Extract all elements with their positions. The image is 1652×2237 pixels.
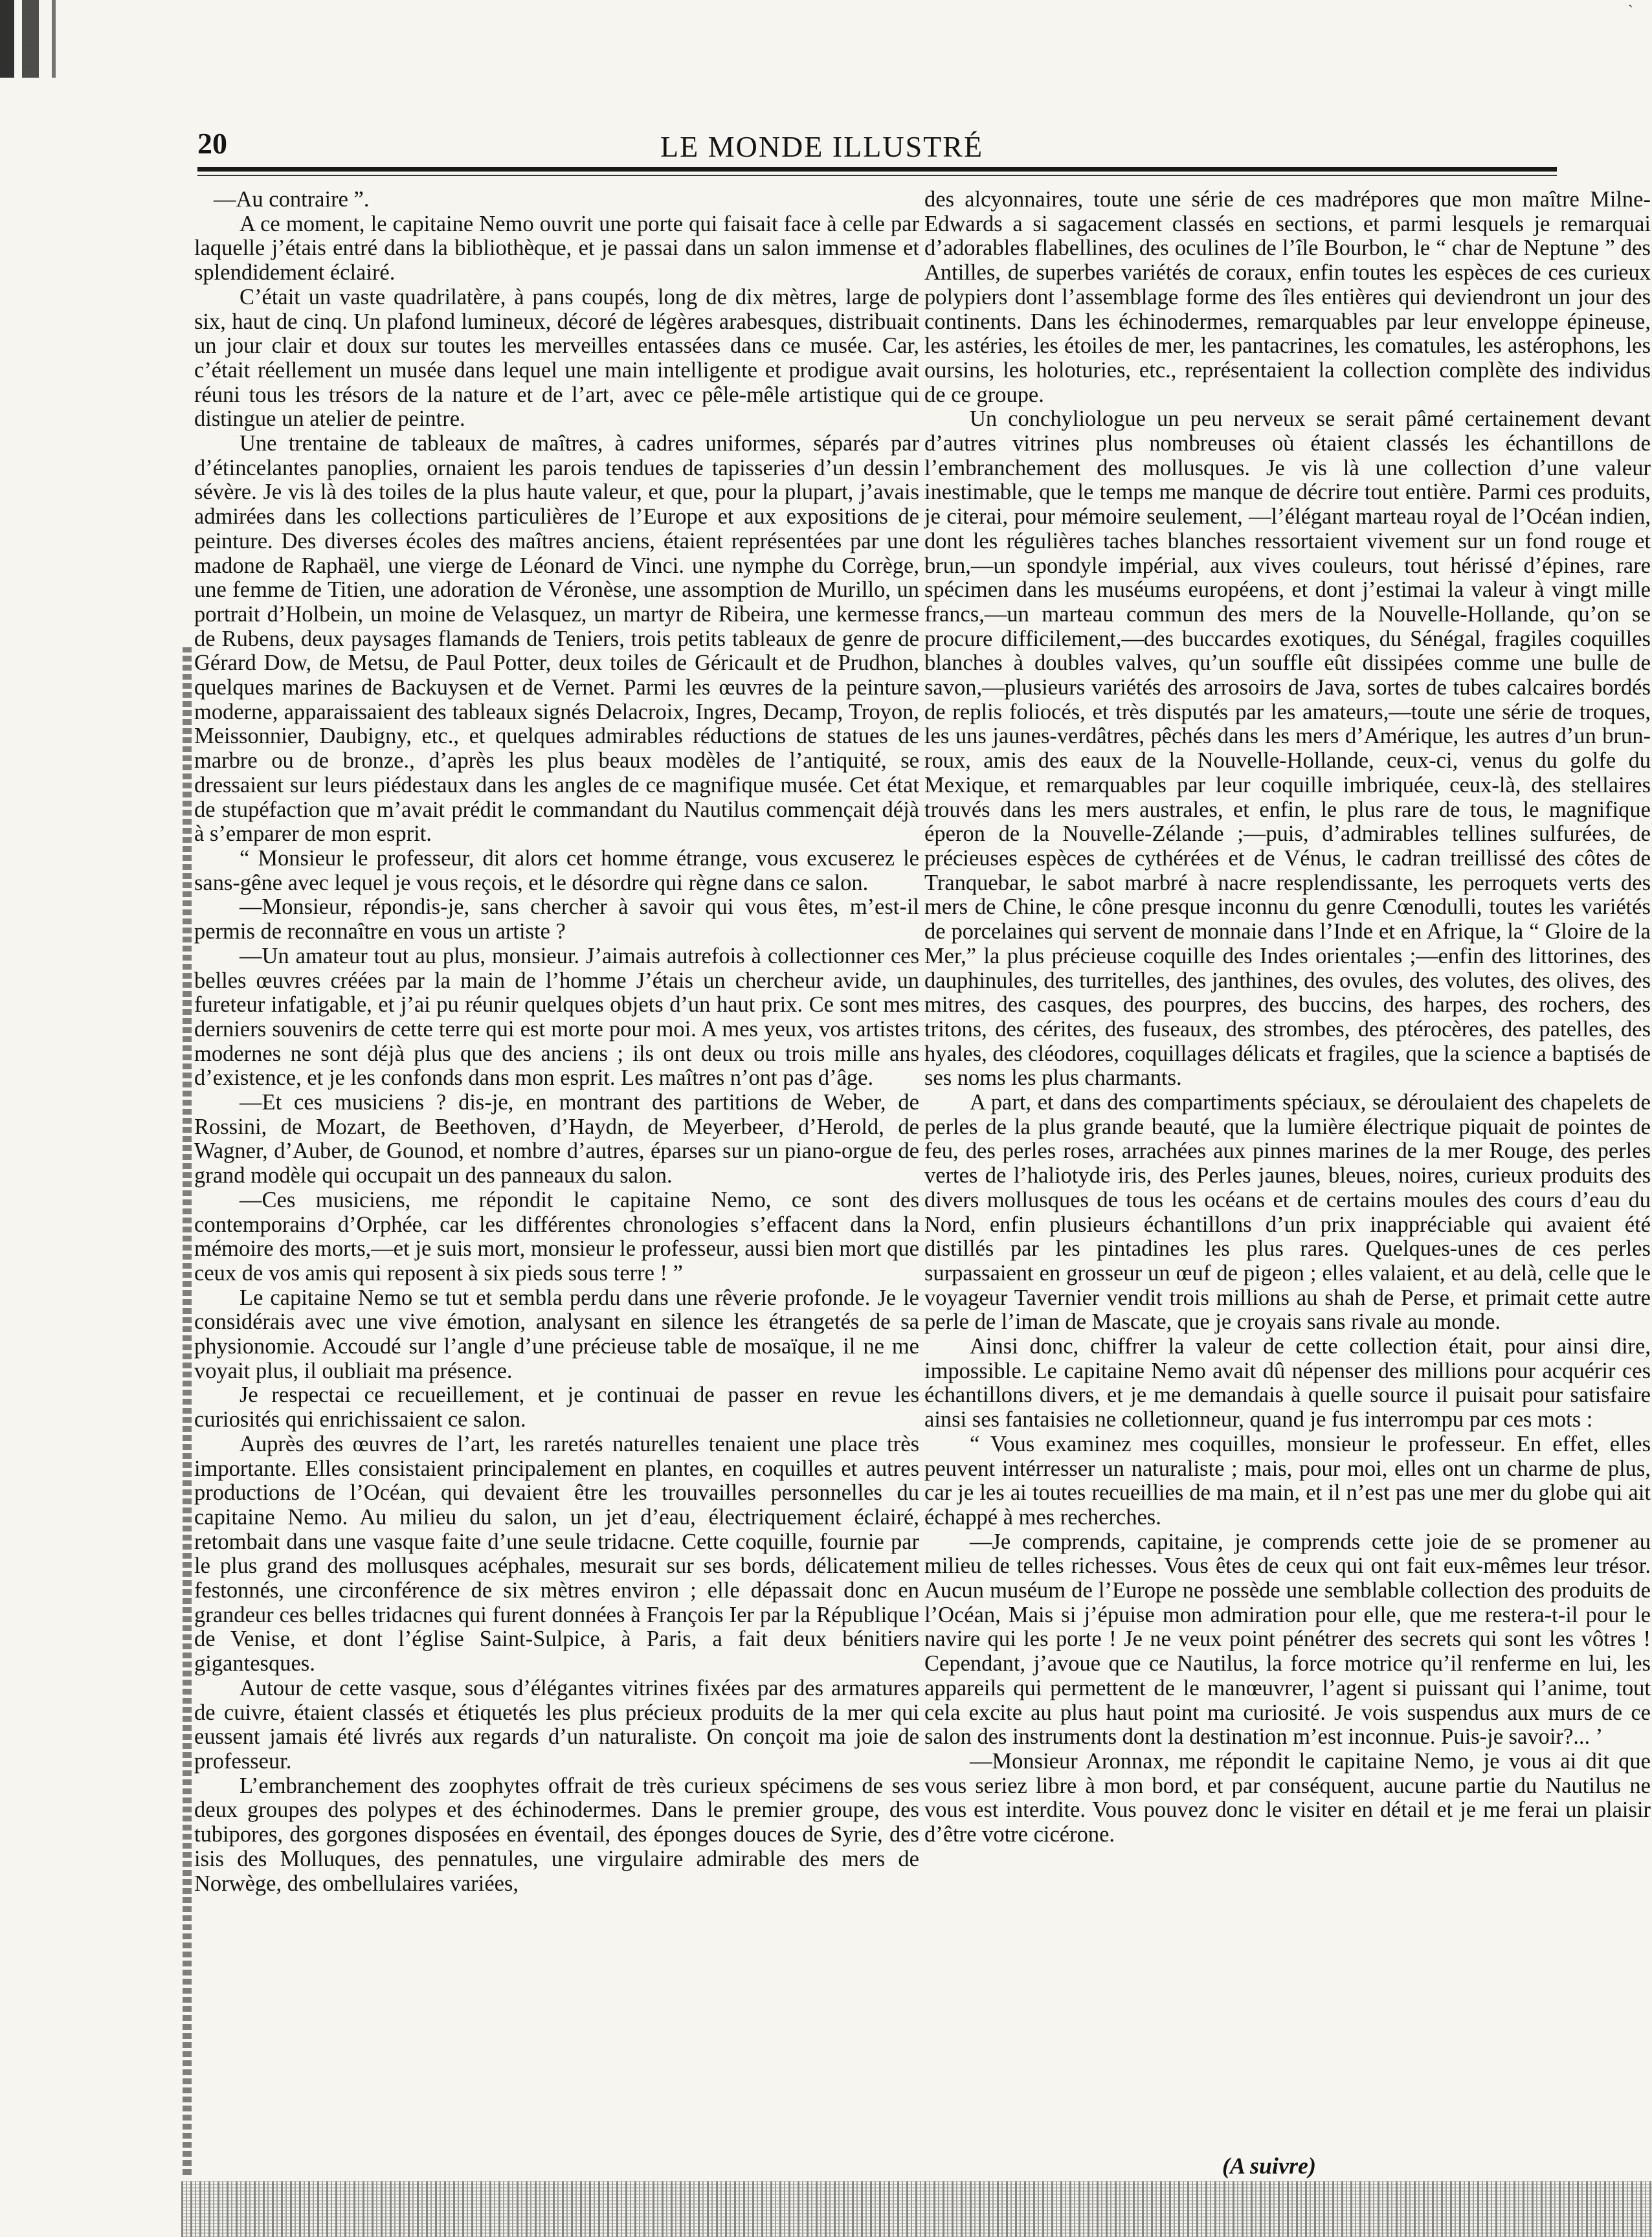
binding-shadow xyxy=(183,647,192,2175)
paragraph: —Je comprends, capitaine, je comprends cette joie de se promener au milieu de telles richesses. Vous êtes de ceux qui ont fait eux-mêmes leur trésor. Aucun muséum de l’Europe ne possède une semblable collection des produits de l’Océan, Mais si j’épuise mon admiration pour elle, que me restera-t-il pour le navire qui les porte ! Je ne veux point pénétrer des secrets qui sont les vôtres ! Cependant, j’avoue que ce Nautilus, la force motrice qu’il renferme en lui, les appareils qui permettent de le manœuvrer, l’agent si puissant qui l’anime, tout cela excite au plus haut point ma curiosité. Je vois suspendus aux murs de ce salon des instruments dont la destination m’est inconnue. Puis-je savoir?... ’ xyxy=(924,1529,1651,1750)
paragraph: Un conchyliologue un peu nerveux se serait pâmé certainement devant d’autres vitrines plus nombreuses où étaient classés les échantillons de l’embranchement des mollusques. Je vis là une collection d’une valeur inestimable, que le temps me manque de décrire tout entière. Parmi ces produits, je citerai, pour mémoire seulement, —l’élégant marteau royal de l’Océan indien, dont les régulières taches blanches ressortaient vivement sur un fond rouge et brun,—un spondyle impérial, aux vives couleurs, tout hérissé d’épines, rare spécimen dans les muséums européens, et dont j’estimai la valeur à vingt mille francs,—un marteau commun des mers de la Nouvelle-Hollande, qu’on se procure difficilement,—des buccardes exotiques, du Sénégal, fragiles coquilles blanches à doubles valves, qu’un souffle eût dissipées comme une bulle de savon,—plusieurs variétés des arrosoirs de Java, sortes de tubes calcaires bordés de replis foliocés, et très disputés par les amateurs,—toute une série de troques, les uns jaunes-verdâtres, pêchés dans les mers d’Amérique, les autres d’un brun-roux, amis des eaux de la Nouvelle-Hollande, ceux-ci, venus du golfe du Mexique, et remarquables par leur coquille imbriquée, ceux-là, des stellaires trouvés dans les mers australes, et enfin, le plus rare de tous, le magnifique éperon de la Nouvelle-Zélande ;—puis, d’admirables tellines sulfurées, de précieuses espèces de cythérées et de Vénus, le cadran treillissé des côtes de Tranquebar, le sabot marbré à nacre resplendissante, les perroquets verts des mers de Chine, le cône presque inconnu du genre Cœnodulli, toutes les variétés de porcelaines qui servent de monnaie dans l’Inde et en Afrique, la “ Gloire de la Mer,” la plus précieuse coquille des Indes orientales ;—enfin des littorines, des dauphinules, des turritelles, des janthines, des ovules, des volutes, des olives, des mitres, des casques, des pourpres, des buccins, des harpes, des rochers, des tritons, des cérites, des fuseaux, des strombes, des ptérocères, des patelles, des hyales, des cléodores, coquillages délicats et fragiles, que la science a baptisés de ses noms les plus charmants. xyxy=(924,406,1651,1091)
paragraph: Je respectai ce recueillement, et je continuai de passer en revue les curiosités qui enrichissaient ce salon. xyxy=(194,1383,919,1432)
paragraph: Auprès des œuvres de l’art, les raretés naturelles tenaient une place très importante. Elles consistaient principalement en plantes, en coquilles et autres productions de l’Océan, qui devaient être les trouvailles personnelles du capitaine Nemo. Au milieu du salon, un jet d’eau, électriquement éclairé, retombait dans une vasque faite d’une seule tridacne. Cette coquille, fournie par le plus grand des mollusques acéphales, mesurait sur ses bords, délicatement festonnés, une circonférence de six mètres environ ; elle dépassait donc en grandeur ces belles tridacnes qui furent données à François Ier par la République de Venise, et dont l’église Saint-Sulpice, à Paris, a fait deux bénitiers gigantesques. xyxy=(194,1431,919,1676)
masthead-title: LE MONDE ILLUSTRÉ xyxy=(660,130,984,163)
left-column xyxy=(194,188,919,1896)
paragraph: —Monsieur Aronnax, me répondit le capitaine Nemo, je vous ai dit que vous seriez libre à mon bord, et par conséquent, aucune partie du Nautilus ne vous est interdite. Vous pouvez donc le visiter en détail et je me ferai un plaisir d’être votre cicérone. xyxy=(924,1749,1651,1847)
paragraph: “ Vous examinez mes coquilles, monsieur le professeur. En effet, elles peuvent intérresser un naturaliste ; mais, pour moi, elles ont un charme de plus, car je les ai toutes recueillies de ma main, et il n’est pas une mer du globe qui ait échappé à mes recherches. xyxy=(924,1431,1651,1530)
header-rule-thin xyxy=(197,175,1557,176)
paragraph: C’était un vaste quadrilatère, à pans coupés, long de dix mètres, large de six, haut de cinq. Un plafond lumineux, décoré de légères arabesques, distribuait un jour clair et doux sur toutes les merveilles entassées dans ce musée. Car, c’était réellement un musée dans lequel une main intelligente et prodigue avait réuni tous les trésors de la nature et de l’art, avec ce pêle-mêle artistique qui distingue un atelier de peintre. xyxy=(194,284,919,432)
paragraph: A part, et dans des compartiments spéciaux, se déroulaient des chapelets de perles de la plus grande beauté, que la lumière électrique piquait de pointes de feu, des perles roses, arrachées aux pinnes marines de la mer Rouge, des perles vertes de l’haliotyde iris, des Perles jaunes, bleues, noires, curieux produits des divers mollusques de tous les océans et de certains moules des cours d’eau du Nord, enfin plusieurs échantillons d’un prix inappréciable qui avaient été distillés par les pintadines les plus rares. Quelques-unes de ces perles surpassaient en grosseur un œuf de pigeon ; elles valaient, et au delà, celle que le voyageur Tavernier vendit trois millions au shah de Perse, et primait cette autre perle de l’iman de Mascate, que je croyais sans rivale au monde. xyxy=(924,1090,1651,1335)
right-column xyxy=(924,188,1651,1847)
paragraph: —Et ces musiciens ? dis-je, en montrant des partitions de Weber, de Rossini, de Mozart, de Beethoven, d’Haydn, de Meyerbeer, d’Herold, de Wagner, d’Auber, de Gounod, et nombre d’autres, éparses sur un piano-orgue de grand modèle qui occupait un des panneaux du salon. xyxy=(194,1090,919,1188)
scan-edge-mark xyxy=(0,0,97,78)
scan-speck: ` xyxy=(1628,3,1633,20)
paragraph: —Monsieur, répondis-je, sans chercher à savoir qui vous êtes, m’est-il permis de reconnaître en vous un artiste ? xyxy=(194,895,919,944)
print-noise-band xyxy=(181,2181,1652,2237)
paragraph: —Au contraire ”. xyxy=(214,187,370,212)
paragraph: —Un amateur tout au plus, monsieur. J’aimais autrefois à collectionner ces belles œuvres créées par la main de l’homme J’étais un chercheur avide, un fureteur infatigable, et j’ai pu réunir quelques objets d’un haut prix. Ce sont mes derniers souvenirs de cette terre qui est morte pour moi. A mes yeux, vos artistes modernes ne sont déjà plus que des anciens ; ils ont deux ou trois mille ans d’existence, et je les confonds dans mon esprit. Les maîtres n’ont pas d’âge. xyxy=(194,943,919,1091)
header-rule xyxy=(197,167,1557,172)
paragraph: A ce moment, le capitaine Nemo ouvrit une porte qui faisait face à celle par laquelle j’étais entré dans la bibliothèque, et je passai dans un salon immense et splendidement éclairé. xyxy=(194,211,919,285)
paragraph: des alcyonnaires, toute une série de ces madrépores que mon maître Milne-Edwards a si sagacement classés en sections, et parmi lesquels je remarquai d’adorables flabellines, des oculines de l’île Bourbon, le “ char de Neptune ” des Antilles, de superbes variétés de coraux, enfin toutes les espèces de ces curieux polypiers dont l’assemblage forme des îles entières qui deviendront un jour des continents. Dans les échinodermes, remarquables par leur enveloppe épineuse, les astéries, les étoiles de mer, les pantacrines, les comatules, les astérophons, les oursins, les holoturies, etc., représentaient la collection complète des individus de ce groupe. xyxy=(924,187,1651,407)
paragraph: Ainsi donc, chiffrer la valeur de cette collection était, pour ainsi dire, impossible. Le capitaine Nemo avait dû népenser des millions pour acquérir ces échantillons divers, et je me demandais à quelle source il puisait pour satisfaire ainsi ses fantaisies ne colletionneur, quand je fus interrompu par ces mots : xyxy=(924,1334,1651,1432)
paragraph: Une trentaine de tableaux de maîtres, à cadres uniformes, séparés par d’étincelantes panoplies, ornaient les parois tendues de tapisseries d’un dessin sévère. Je vis là des toiles de la plus haute valeur, et que, pour la plupart, j’avais admirées dans les collections particulières de l’Europe et aux expositions de peinture. Des diverses écoles des maîtres anciens, étaient représentées par une madone de Raphaël, une vierge de Léonard de Vinci. une nymphe du Corrège, une femme de Titien, une adoration de Véronèse, une assomption de Murillo, un portrait d’Holbein, un moine de Velasquez, un martyr de Ribeira, une kermesse de Rubens, deux paysages flamands de Teniers, trois petits tableaux de genre de Gérard Dow, de Metsu, de Paul Potter, deux toiles de Géricault et de Prudhon, quelques marines de Backuysen et de Vernet. Parmi les œuvres de la peinture moderne, apparaissaient des tableaux signés Delacroix, Ingres, Decamp, Troyon, Meissonnier, Daubigny, etc., et quelques admirables réductions de statues de marbre ou de bronze., d’après les plus beaux modèles de l’antiquité, se dressaient sur leurs piédestaux dans les angles de ce magnifique musée. Cet état de stupéfaction que m’avait prédit le commandant du Nautilus commençait déjà à s’emparer de mon esprit. xyxy=(194,431,919,847)
paragraph: L’embranchement des zoophytes offrait de très curieux spécimens de ses deux groupes des polypes et des échinodermes. Dans le premier groupe, des tubipores, des gorgones disposées en éventail, des éponges douces de Syrie, des isis des Molluques, des pennatules, une virgulaire admirable des mers de Norwège, des ombellulaires variées, xyxy=(194,1773,919,1896)
paragraph: Autour de cette vasque, sous d’élégantes vitrines fixées par des armatures de cuivre, étaient classés et étiquetés les plus précieux produits de la mer qui eussent jamais été livrés aux regards d’un naturaliste. On conçoit ma joie de professeur. xyxy=(194,1675,919,1774)
paragraph: —Ces musiciens, me répondit le capitaine Nemo, ce sont des contemporains d’Orphée, car les différentes chronologies s’effacent dans la mémoire des morts,—et je suis mort, monsieur le professeur, aussi bien mort que ceux de vos amis qui reposent à six pieds sous terre ! ” xyxy=(194,1187,919,1285)
to-be-continued: (A suivre) xyxy=(1222,2153,1317,2179)
paragraph: “ Monsieur le professeur, dit alors cet homme étrange, vous excuserez le sans-gêne avec lequel je vous reçois, et le désordre qui règne dans ce salon. xyxy=(194,845,919,895)
page-number: 20 xyxy=(197,127,227,160)
paragraph: Le capitaine Nemo se tut et sembla perdu dans une rêverie profonde. Je le considérais avec une vive émotion, analysant en silence les étrangetés de sa physionomie. Accoudé sur l’angle d’une précieuse table de mosaïque, il ne me voyait plus, il oubliait ma présence. xyxy=(194,1285,919,1383)
